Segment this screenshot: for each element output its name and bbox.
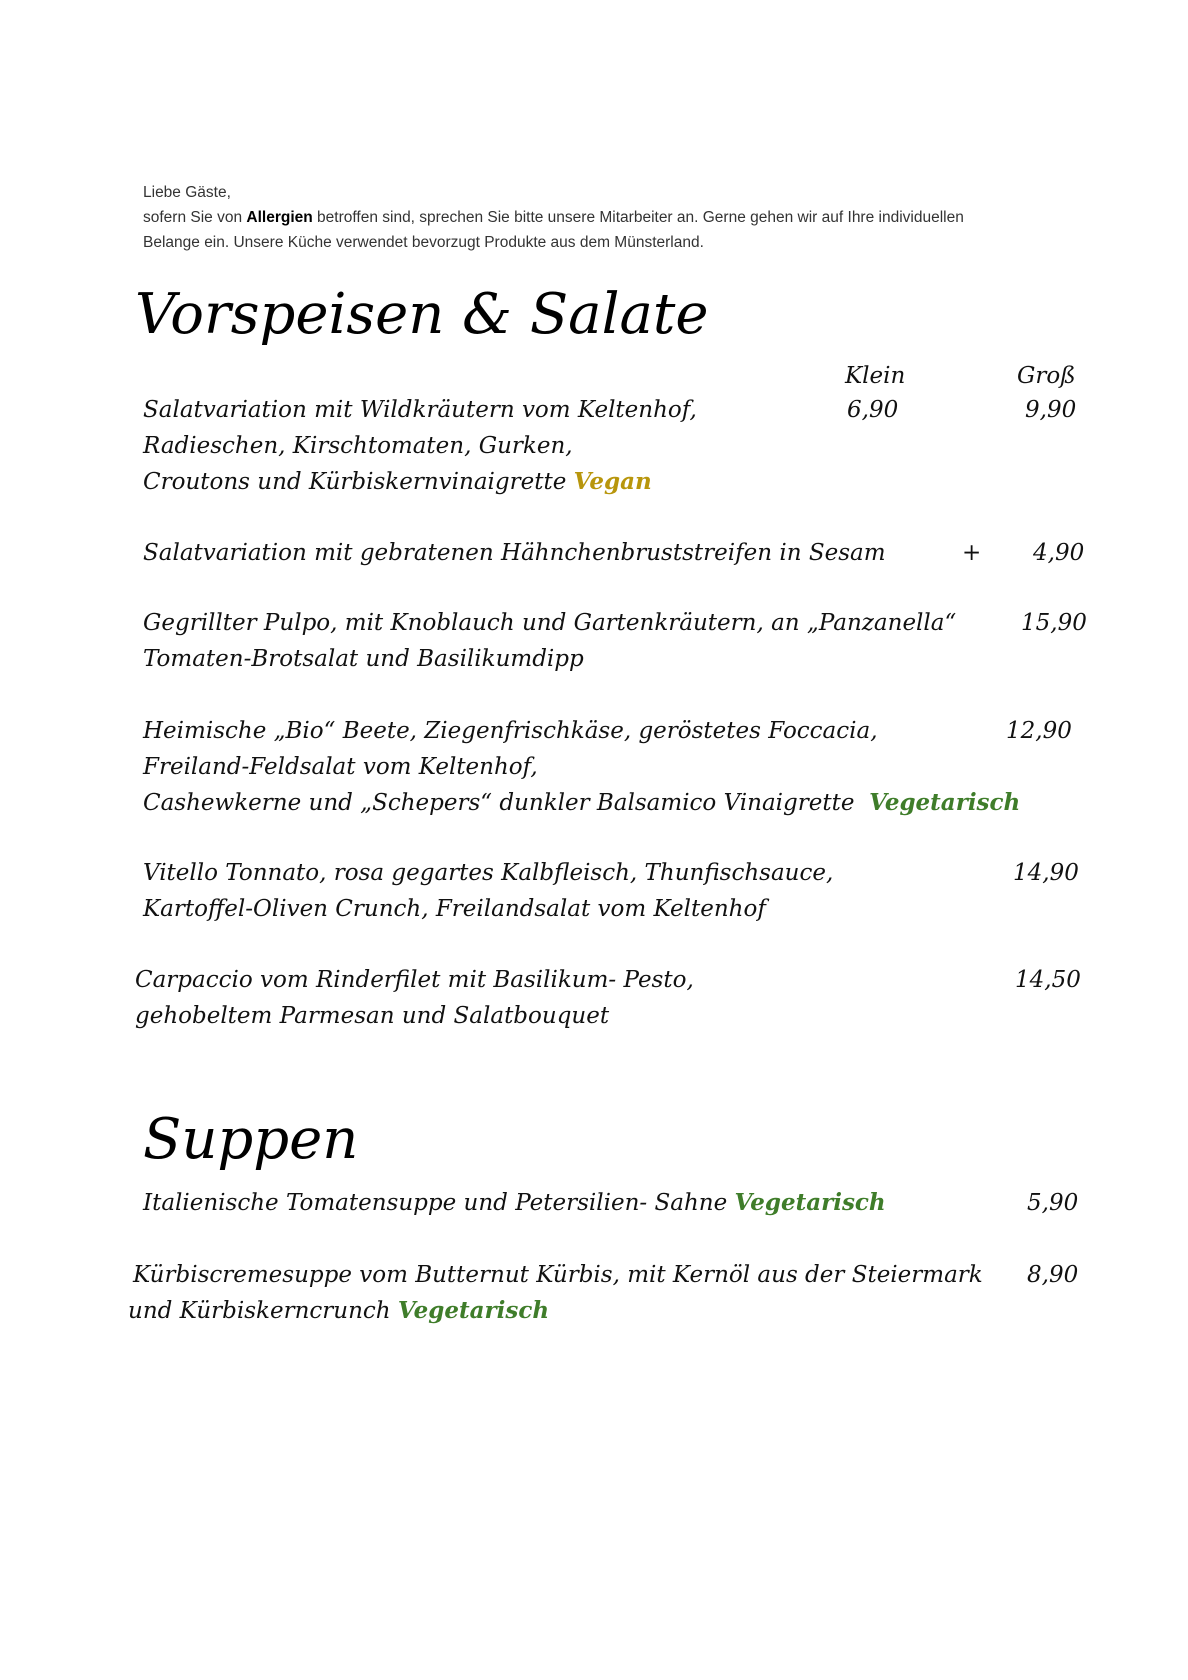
item-description-text: Croutons und Kürbiskernvinaigrette	[143, 469, 567, 495]
price: 4,90	[1033, 540, 1085, 566]
price: 15,90	[1021, 610, 1087, 636]
item-description: Salatvariation mit Wildkräutern vom Keltenhof,	[143, 397, 697, 423]
item-description: Radieschen, Kirschtomaten, Gurken,	[143, 433, 573, 459]
vegetarian-tag: Vegetarisch	[397, 1297, 550, 1324]
item-description: Freiland-Feldsalat vom Keltenhof,	[143, 754, 538, 780]
column-header-small: Klein	[845, 363, 906, 389]
item-description: Heimische „Bio“ Beete, Ziegenfrischkäse, geröstetes Foccacia,	[143, 718, 878, 744]
item-description	[143, 464, 697, 500]
allergy-notice	[143, 180, 1063, 255]
item-description	[143, 785, 1020, 821]
item-description-text: Italienische Tomatensuppe und Petersilien- Sahne	[143, 1190, 728, 1216]
price: 12,90	[1006, 718, 1072, 744]
menu-item-salad-wildherbs	[143, 392, 697, 500]
item-description: Kürbiscremesuppe vom Butternut Kürbis, mit Kernöl aus der Steiermark	[133, 1262, 983, 1288]
menu-item-beete	[143, 713, 1020, 821]
item-description: Carpaccio vom Rinderfilet mit Basilikum- Pesto,	[135, 967, 694, 993]
menu-item-carpaccio	[135, 962, 694, 1034]
price: 8,90	[1027, 1262, 1079, 1288]
price-small: 6,90	[847, 397, 899, 423]
vegetarian-tag: Vegetarisch	[734, 1189, 886, 1216]
price: 5,90	[1027, 1190, 1079, 1216]
item-description-text: Cashewkerne und „Schepers“ dunkler Balsamico Vinaigrette	[143, 790, 855, 816]
menu-item-tomato-soup	[143, 1185, 886, 1221]
column-header-large: Groß	[1017, 363, 1076, 389]
menu-item-vitello-tonnato	[143, 855, 833, 927]
item-description	[143, 1185, 886, 1221]
notice-greeting: Liebe Gäste,	[143, 184, 231, 201]
menu-item-salad-chicken	[143, 535, 886, 571]
notice-text: sofern Sie von	[143, 209, 247, 226]
item-description	[128, 1293, 983, 1329]
item-description: gehobeltem Parmesan und Salatbouquet	[135, 1003, 610, 1029]
menu-item-pulpo	[143, 605, 956, 677]
item-description: Salatvariation mit gebratenen Hähnchenbruststreifen in Sesam	[143, 540, 886, 566]
vegetarian-tag: Vegetarisch	[869, 789, 1021, 816]
price-surcharge-plus: +	[962, 540, 982, 566]
menu-item-pumpkin-soup	[128, 1257, 983, 1329]
notice-line-2: Belange ein. Unsere Küche verwendet bevorzugt Produkte aus dem Münsterland.	[143, 234, 704, 251]
item-description: Vitello Tonnato, rosa gegartes Kalbfleisch, Thunfischsauce,	[143, 860, 834, 886]
price-large: 9,90	[1025, 397, 1077, 423]
item-description-text: und Kürbiskerncrunch	[128, 1298, 391, 1324]
section-heading-starters: Vorspeisen & Salate	[135, 282, 709, 347]
item-description: Kartoffel-Oliven Crunch, Freilandsalat vom Keltenhof	[143, 896, 766, 922]
notice-line-1	[143, 205, 1063, 230]
vegan-tag: Vegan	[573, 468, 652, 495]
price: 14,90	[1013, 860, 1079, 886]
section-heading-soups: Suppen	[143, 1107, 359, 1172]
price: 14,50	[1015, 967, 1081, 993]
notice-text: betroffen sind, sprechen Sie bitte unsere Mitarbeiter an. Gerne gehen wir auf Ihre individuellen	[312, 209, 964, 226]
allergy-keyword: Allergien	[246, 209, 313, 226]
item-description: Gegrillter Pulpo, mit Knoblauch und Gartenkräutern, an „Panzanella“	[143, 610, 957, 636]
item-description: Tomaten-Brotsalat und Basilikumdipp	[143, 646, 584, 672]
